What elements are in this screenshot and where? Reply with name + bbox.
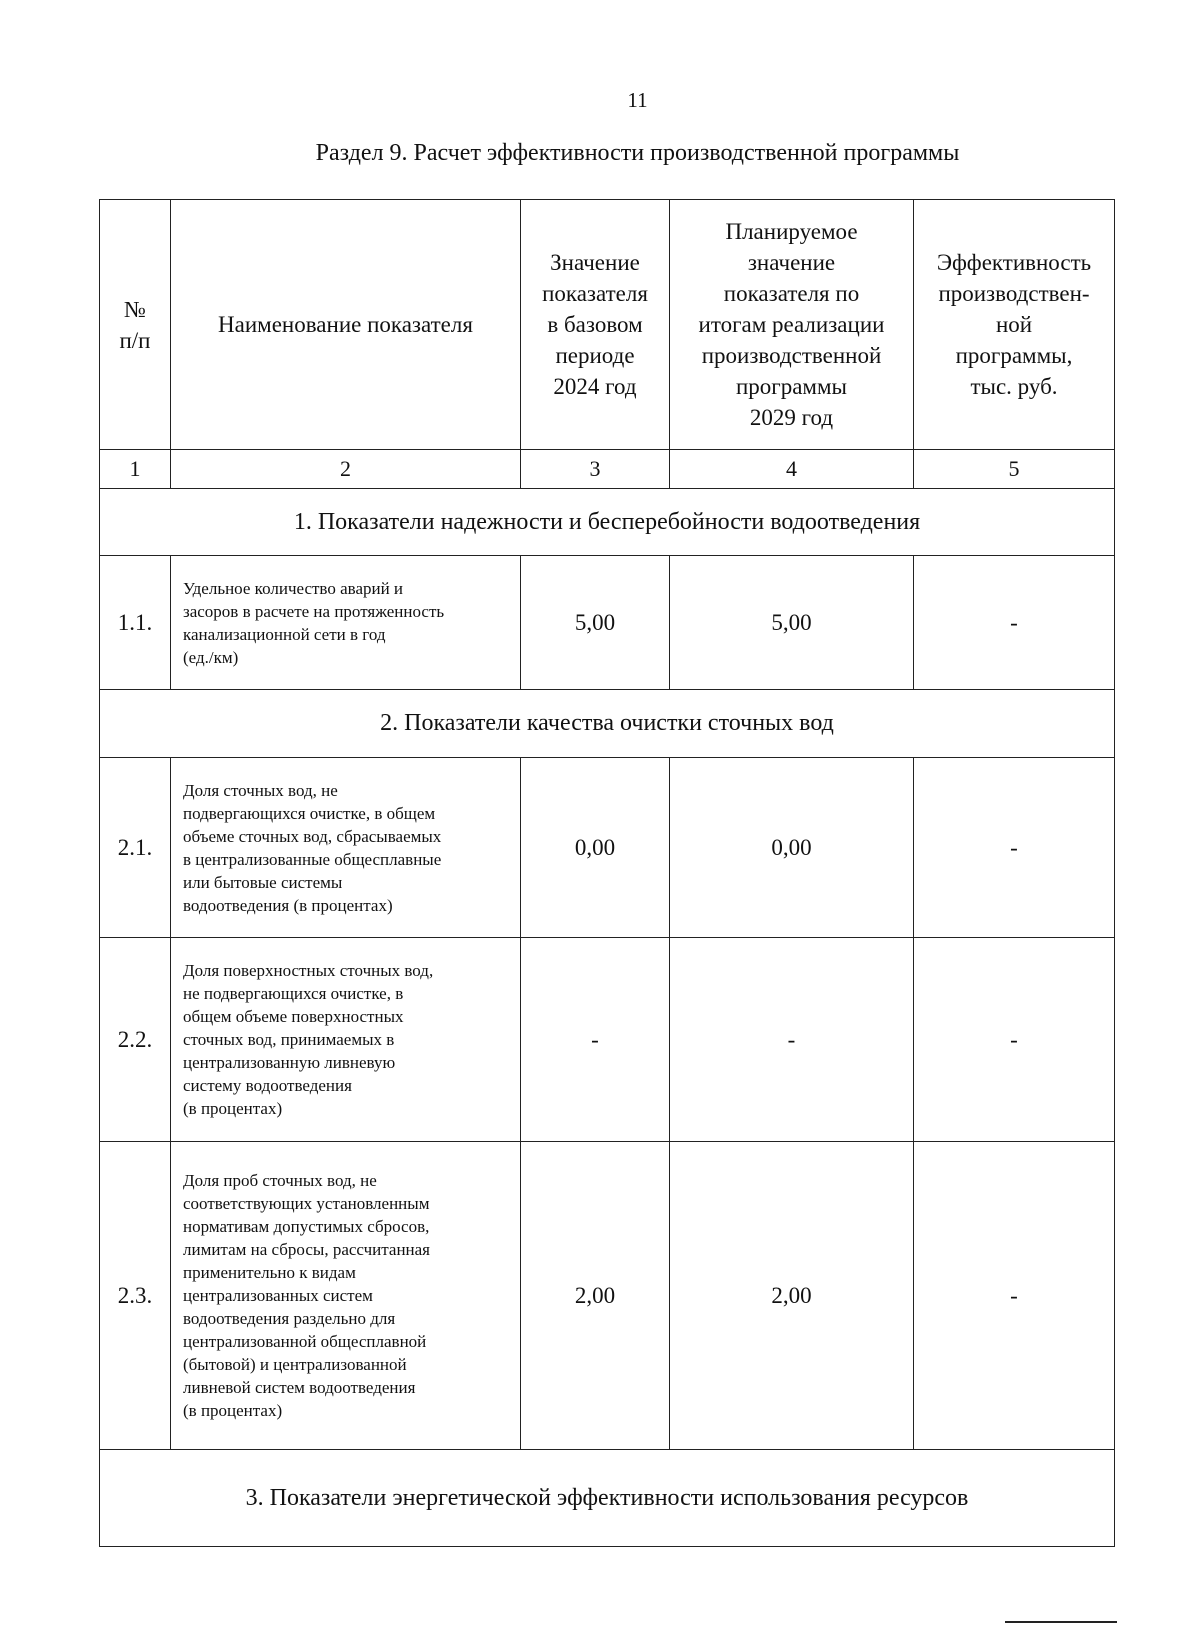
column-number: 1: [100, 450, 171, 489]
base-value: 0,00: [521, 758, 670, 938]
efficiency-value: -: [914, 758, 1115, 938]
indicator-name: Доля сточных вод, не подвергающихся очистке, в общем объеме сточных вод, сбрасываемых в централизованные общесплавные или бытовые системы водоотведения (в процентах): [171, 758, 521, 938]
section-title: Раздел 9. Расчет эффективности производственной программы: [315, 140, 960, 166]
column-number-row: [100, 450, 1115, 489]
base-value: 2,00: [521, 1142, 670, 1450]
planned-value: -: [670, 938, 914, 1142]
column-number: 2: [171, 450, 521, 489]
header-efficiency: Эффективность производствен- ной программы, тыс. руб.: [914, 200, 1115, 450]
column-number: 5: [914, 450, 1115, 489]
column-number: 3: [521, 450, 670, 489]
indicator-name: Доля поверхностных сточных вод, не подвергающихся очистке, в общем объеме поверхностных сточных вод, принимаемых в централизованную ливневую систему водоотведения (в процентах): [171, 938, 521, 1142]
group-row: [100, 690, 1115, 758]
row-number: 2.1.: [100, 758, 171, 938]
table-row: [100, 938, 1115, 1142]
planned-value: 2,00: [670, 1142, 914, 1450]
planned-value: 5,00: [670, 556, 914, 690]
indicator-name: Удельное количество аварий и засоров в расчете на протяженность канализационной сети в год (ед./км): [171, 556, 521, 690]
efficiency-value: -: [914, 1142, 1115, 1450]
indicator-name: Доля проб сточных вод, не соответствующих установленным нормативам допустимых сбросов, лимитам на сбросы, рассчитанная применительно к видам централизованных систем водоотведения раздельно для централизованной общесплавной (бытовой) и централизованной ливневой систем водоотведения (в процентах): [171, 1142, 521, 1450]
header-planned-value: Планируемое значение показателя по итогам реализации производственной программы 2029 год: [670, 200, 914, 450]
base-value: -: [521, 938, 670, 1142]
group-title: 2. Показатели качества очистки сточных вод: [100, 690, 1115, 758]
efficiency-value: -: [914, 556, 1115, 690]
group-title: 3. Показатели энергетической эффективности использования ресурсов: [100, 1450, 1115, 1547]
efficiency-table: [99, 199, 1115, 1547]
table-row: [100, 556, 1115, 690]
table-row: [100, 1142, 1115, 1450]
header-num: № п/п: [100, 200, 171, 450]
page-number: 11: [627, 88, 648, 112]
header-name: Наименование показателя: [171, 200, 521, 450]
footer-rule: [1005, 1621, 1117, 1623]
planned-value: 0,00: [670, 758, 914, 938]
group-title: 1. Показатели надежности и бесперебойности водоотведения: [100, 489, 1115, 556]
header-base-value: Значение показателя в базовом периоде 2024 год: [521, 200, 670, 450]
table-row: [100, 758, 1115, 938]
header-row: [100, 200, 1115, 450]
row-number: 1.1.: [100, 556, 171, 690]
column-number: 4: [670, 450, 914, 489]
base-value: 5,00: [521, 556, 670, 690]
group-row: [100, 489, 1115, 556]
row-number: 2.3.: [100, 1142, 171, 1450]
row-number: 2.2.: [100, 938, 171, 1142]
group-row: [100, 1450, 1115, 1547]
efficiency-value: -: [914, 938, 1115, 1142]
